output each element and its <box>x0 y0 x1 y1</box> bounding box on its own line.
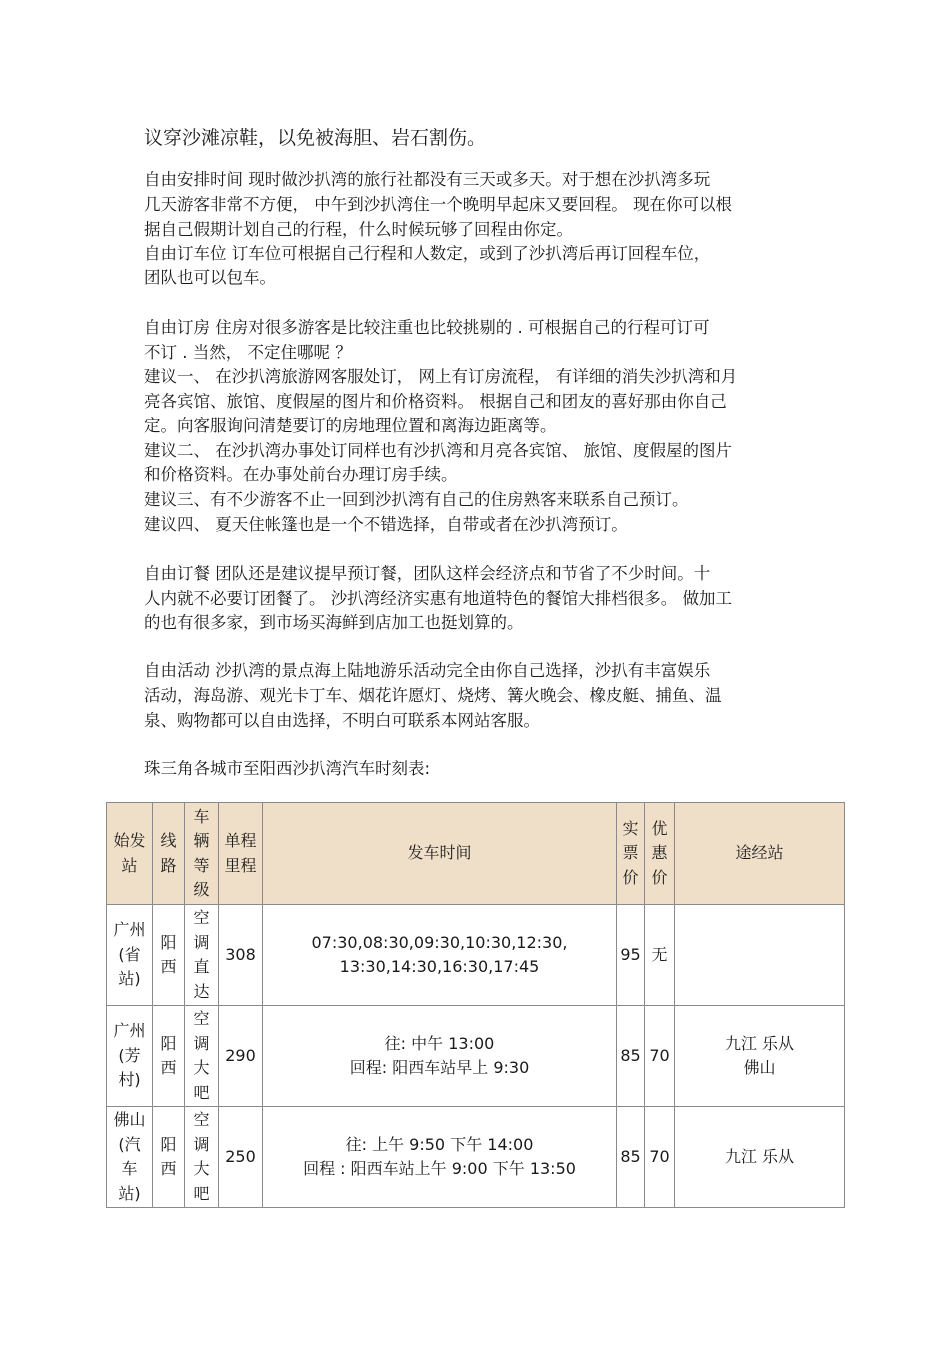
table-row <box>107 905 845 1006</box>
paragraph-line: 人内就不必要订团餐了。 沙扒湾经济实惠有地道特色的餐馆大排档很多。 做加工 <box>144 589 732 608</box>
cell-discount: 70 <box>645 1006 675 1107</box>
paragraph-line: 建议一、 在沙扒湾旅游网客服处订， 网上有订房流程， 有详细的消失沙扒湾和月 <box>144 367 738 386</box>
header-discount: 优惠价 <box>645 803 675 905</box>
paragraph-line: 自由订车位 订车位可根据自己行程和人数定，或到了沙扒湾后再订回程车位， <box>144 244 711 263</box>
cell-discount: 无 <box>645 905 675 1006</box>
paragraph-line: 活动，海岛游、观光卡丁车、烟花许愿灯、烧烤、篝火晚会、橡皮艇、捕鱼、温 <box>144 686 722 705</box>
cell-price: 85 <box>617 1006 645 1107</box>
header-route: 线路 <box>153 803 185 905</box>
cell-grade: 空调直达 <box>185 905 219 1006</box>
header-departure-times: 发车时间 <box>263 803 617 905</box>
paragraph-line: 和价格资料。在办事处前台办理订房手续。 <box>144 465 458 484</box>
cell-station: 广州(芳村) <box>107 1006 153 1107</box>
table-caption: 珠三角各城市至阳西沙扒湾汽车时刻表: <box>144 759 431 778</box>
cell-grade: 空调大吧 <box>185 1006 219 1107</box>
cell-station: 佛山(汽车站) <box>107 1107 153 1208</box>
cell-grade: 空调大吧 <box>185 1107 219 1208</box>
cell-times: 往: 上午 9:50 下午 14:00 回程 : 阳西车站上午 9:00 下午 13:50 <box>263 1107 617 1208</box>
cell-route: 阳西 <box>153 905 185 1006</box>
header-start-station: 始发站 <box>107 803 153 905</box>
paragraph-line: 建议二、 在沙扒湾办事处订同样也有沙扒湾和月亮各宾馆、 旅馆、度假屋的图片 <box>144 441 732 460</box>
cell-discount: 70 <box>645 1107 675 1208</box>
paragraph-line: 自由订房 住房对很多游客是比较注重也比较挑剔的 . 可根据自己的行程可订可 <box>144 318 710 337</box>
paragraph-line: 定。向客服询问清楚要订的房地理位置和离海边距离等。 <box>144 416 557 435</box>
paragraph-line: 建议三、有不少游客不止一回到沙扒湾有自己的住房熟客来联系自己预订。 <box>144 490 689 509</box>
header-distance: 单程里程 <box>219 803 263 905</box>
paragraph-line: 自由活动 沙扒湾的景点海上陆地游乐活动完全由你自己选择，沙扒有丰富娱乐 <box>144 661 711 680</box>
paragraph-line: 据自己假期计划自己的行程，什么时候玩够了回程由你定。 <box>144 220 573 239</box>
cell-times: 往: 中午 13:00 回程: 阳西车站早上 9:30 <box>263 1006 617 1107</box>
cell-route: 阳西 <box>153 1006 185 1107</box>
header-via-stations: 途经站 <box>675 803 845 905</box>
cell-distance: 308 <box>219 905 263 1006</box>
cell-via: 九江 乐从 <box>675 1107 845 1208</box>
intro-lead: 议穿沙滩凉鞋，以免被海胆、岩石割伤。 <box>144 127 487 149</box>
cell-route: 阳西 <box>153 1107 185 1208</box>
paragraph-line: 团队也可以包车。 <box>144 268 276 287</box>
cell-distance: 250 <box>219 1107 263 1208</box>
cell-via: 九江 乐从 佛山 <box>675 1006 845 1107</box>
paragraph-line: 建议四、 夏天住帐篷也是一个不错选择，自带或者在沙扒湾预订。 <box>144 515 628 534</box>
cell-price: 85 <box>617 1107 645 1208</box>
cell-station: 广州(省站) <box>107 905 153 1006</box>
paragraph-line: 自由安排时间 现时做沙扒湾的旅行社都没有三天或多天。对于想在沙扒湾多玩 <box>144 170 711 189</box>
paragraph-line: 亮各宾馆、旅馆、度假屋的图片和价格资料。 根据自己和团友的喜好那由你自己 <box>144 392 727 411</box>
cell-price: 95 <box>617 905 645 1006</box>
paragraph-line: 的也有很多家，到市场买海鲜到店加工也挺划算的。 <box>144 613 524 632</box>
table-row <box>107 1107 845 1208</box>
header-vehicle-grade: 车辆等级 <box>185 803 219 905</box>
paragraph-line: 泉、购物都可以自由选择，不明白可联系本网站客服。 <box>144 711 540 730</box>
cell-distance: 290 <box>219 1006 263 1107</box>
paragraph-line: 自由订餐 团队还是建议提早预订餐，团队这样会经济点和节省了不少时间。十 <box>144 564 711 583</box>
cell-via <box>675 905 845 1006</box>
table-header-row <box>107 803 845 905</box>
table-row <box>107 1006 845 1107</box>
header-price: 实票价 <box>617 803 645 905</box>
bus-timetable <box>106 802 845 1208</box>
cell-times: 07:30,08:30,09:30,10:30,12:30, 13:30,14:30,16:30,17:45 <box>263 905 617 1006</box>
paragraph-line: 不订 . 当然， 不定住哪呢 ？ <box>144 343 352 362</box>
paragraph-line: 几天游客非常不方便， 中午到沙扒湾住一个晚明早起床又要回程。 现在你可以根 <box>144 195 732 214</box>
